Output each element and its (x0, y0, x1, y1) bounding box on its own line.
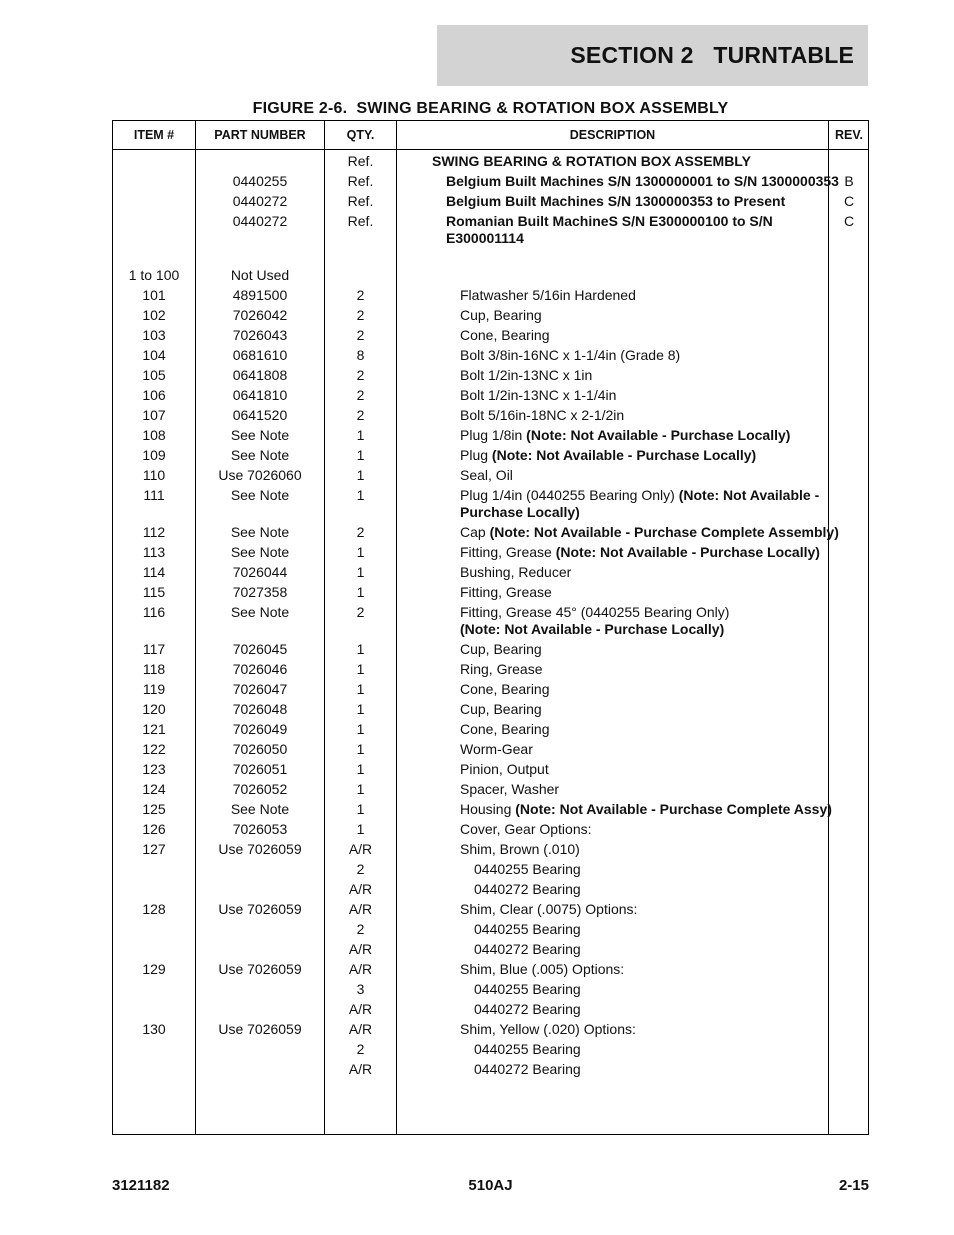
table-row (113, 638, 868, 658)
table-row (113, 678, 868, 698)
description (429, 584, 856, 601)
part-number: 7026045 (232, 641, 288, 657)
item-number: 104 (142, 347, 166, 363)
table-row (113, 484, 868, 521)
quantity: A/R (348, 1061, 373, 1077)
table-row (113, 858, 868, 878)
part-number: 0440272 (232, 193, 288, 209)
part-number: 0440272 (232, 213, 288, 229)
description-text: 0440272 Bearing (474, 1061, 581, 1077)
table-row (113, 698, 868, 718)
part-number: Use 7026060 (218, 467, 302, 483)
description-text: 0440272 Bearing (474, 881, 581, 897)
quantity: 1 (356, 801, 365, 817)
item-number: 110 (142, 467, 166, 483)
description (429, 721, 856, 738)
quantity: 1 (356, 641, 365, 657)
description-note: (Note: Not Available - Purchase Complete Assy) (515, 801, 832, 817)
item-number: 105 (142, 367, 166, 383)
table-row (113, 304, 868, 324)
description-note: (Note: Not Available - Purchase Locally) (460, 487, 820, 520)
description-text: Fitting, Grease (460, 584, 552, 600)
quantity: 2 (356, 861, 365, 877)
description-text: Cone, Bearing (460, 681, 550, 697)
description (429, 193, 842, 210)
description-text: Bolt 3/8in-16NC x 1-1/4in (Grade 8) (460, 347, 681, 363)
part-number: 7026047 (232, 681, 288, 697)
description-text: Worm-Gear (460, 741, 533, 757)
description (429, 347, 856, 364)
column-header-part-number: PART NUMBER (214, 128, 306, 142)
description (429, 761, 856, 778)
revision: C (843, 213, 855, 229)
quantity: 1 (356, 544, 365, 560)
description-text: Bolt 5/16in-18NC x 2-1/2in (460, 407, 625, 423)
description-text: 0440255 Bearing (474, 981, 581, 997)
table-row (113, 798, 868, 818)
table-row (113, 918, 868, 938)
part-number: 7026052 (232, 781, 288, 797)
quantity: 1 (356, 741, 365, 757)
description-text: 0440272 Bearing (474, 1001, 581, 1017)
description (429, 641, 856, 658)
table-row (113, 601, 868, 638)
quantity: A/R (348, 961, 373, 977)
quantity: 1 (356, 584, 365, 600)
table-row (113, 1018, 868, 1038)
part-number: See Note (230, 524, 290, 540)
description (429, 467, 856, 484)
description (429, 981, 870, 998)
table-header (113, 121, 868, 149)
description (429, 447, 856, 464)
quantity: A/R (348, 881, 373, 897)
page-number: 2-15 (838, 1177, 869, 1194)
table-row (113, 561, 868, 581)
description-note: (Note: Not Available - Purchase Locally) (491, 447, 757, 463)
table-row (113, 758, 868, 778)
item-number: 117 (142, 641, 166, 657)
part-number: See Note (230, 427, 290, 443)
table-row (113, 718, 868, 738)
part-number: 7026044 (232, 564, 288, 580)
description-text: Cup, Bearing (460, 641, 542, 657)
description-text: Housing (460, 801, 516, 817)
quantity: 2 (356, 367, 365, 383)
item-number: 121 (142, 721, 166, 737)
part-number: 0641810 (232, 387, 288, 403)
item-number: 111 (143, 487, 165, 503)
part-number: Use 7026059 (218, 841, 302, 857)
part-number: 7026048 (232, 701, 288, 717)
table-row (113, 344, 868, 364)
quantity: Ref. (347, 153, 374, 169)
part-number: 0641808 (232, 367, 288, 383)
description-text: Flatwasher 5/16in Hardened (460, 287, 636, 303)
quantity: 1 (356, 427, 365, 443)
part-number: 7026049 (232, 721, 288, 737)
column-header-qty: QTY. (346, 128, 375, 142)
description (429, 1021, 856, 1038)
quantity: A/R (348, 901, 373, 917)
part-number: 0681610 (232, 347, 288, 363)
description-text: Shim, Blue (.005) Options: (460, 961, 625, 977)
description (429, 544, 856, 561)
item-number: 118 (142, 661, 166, 677)
description-text: Fitting, Grease (460, 544, 556, 560)
part-number: 7026050 (232, 741, 288, 757)
item-number: 112 (142, 524, 166, 540)
description-text: Cone, Bearing (460, 721, 550, 737)
table-row (113, 210, 868, 247)
description-text: Plug 1/4in (0440255 Bearing Only) (460, 487, 679, 503)
item-number: 122 (142, 741, 166, 757)
table-row (113, 324, 868, 344)
description-note: Belgium Built Machines S/N 1300000353 to Present (446, 193, 786, 209)
table-row (113, 1058, 868, 1078)
description-note: (Note: Not Available - Purchase Locally) (526, 427, 791, 443)
quantity: 1 (356, 781, 365, 797)
description (429, 307, 856, 324)
part-number: See Note (230, 604, 290, 620)
item-number: 113 (142, 544, 166, 560)
description-note: Romanian Built MachineS S/N E300000100 to S/N E300001114 (446, 213, 773, 246)
description-note: (Note: Not Available - Purchase Complete Assembly) (489, 524, 839, 540)
item-number: 120 (142, 701, 166, 717)
item-number: 102 (142, 307, 166, 323)
table-row (113, 838, 868, 858)
item-number: 129 (142, 961, 166, 977)
part-number: See Note (230, 447, 290, 463)
quantity: Ref. (347, 213, 374, 229)
table-row (113, 150, 868, 170)
item-number: 124 (142, 781, 166, 797)
table-row (113, 581, 868, 601)
table-row (113, 444, 868, 464)
table-row (113, 998, 868, 1018)
item-number: 128 (142, 901, 166, 917)
table-row (113, 898, 868, 918)
description-text: 0440255 Bearing (474, 921, 581, 937)
item-number: 101 (142, 287, 166, 303)
table-row (113, 938, 868, 958)
quantity: A/R (348, 841, 373, 857)
quantity: 1 (356, 681, 365, 697)
table-row (113, 170, 868, 190)
part-number: See Note (230, 487, 290, 503)
table-row (113, 464, 868, 484)
description-text: Fitting, Grease 45° (0440255 Bearing Only) (460, 604, 730, 620)
quantity: 1 (356, 721, 365, 737)
table-row (113, 364, 868, 384)
description-text: Shim, Clear (.0075) Options: (460, 901, 638, 917)
revision: C (843, 193, 855, 209)
description (429, 367, 856, 384)
quantity: 3 (356, 981, 365, 997)
quantity: 1 (356, 701, 365, 717)
table-row (113, 541, 868, 561)
table-row (113, 384, 868, 404)
quantity: 2 (356, 524, 365, 540)
item-number: 130 (142, 1021, 166, 1037)
part-number: 7026046 (232, 661, 288, 677)
description-text: 0440255 Bearing (474, 1041, 581, 1057)
table-row (113, 424, 868, 444)
section-title: SECTION 2 TURNTABLE (570, 42, 854, 68)
table-row (113, 190, 868, 210)
quantity: 8 (356, 347, 365, 363)
quantity: 1 (356, 564, 365, 580)
description-text: Shim, Brown (.010) (460, 841, 580, 857)
description (429, 961, 856, 978)
table-row (113, 404, 868, 424)
item-number: 115 (142, 584, 166, 600)
description-text: Plug 1/8in (460, 427, 527, 443)
description-text: Cone, Bearing (460, 327, 550, 343)
description-text: Seal, Oil (460, 467, 513, 483)
table-row (113, 284, 868, 304)
column-header-item: ITEM # (133, 128, 175, 142)
item-number: 127 (142, 841, 166, 857)
item-number: 126 (142, 821, 166, 837)
table-row (113, 1038, 868, 1058)
description (429, 213, 842, 247)
column-header-description: DESCRIPTION (569, 128, 656, 142)
description-note: Belgium Built Machines S/N 1300000001 to S/N 1300000353 (446, 173, 839, 189)
part-number: Not Used (230, 267, 290, 283)
item-number: 107 (142, 407, 166, 423)
description (429, 801, 856, 818)
item-number: 106 (142, 387, 166, 403)
quantity: 1 (356, 467, 365, 483)
description-note: (Note: Not Available - Purchase Locally) (555, 544, 820, 560)
description (429, 921, 870, 938)
parts-table (112, 120, 869, 1135)
description (429, 841, 856, 858)
description (429, 407, 856, 424)
quantity: 2 (356, 307, 365, 323)
description (429, 564, 856, 581)
part-number: 0641520 (232, 407, 288, 423)
item-number: 119 (142, 681, 166, 697)
column-header-rev: REV. (834, 128, 864, 142)
part-number: Use 7026059 (218, 1021, 302, 1037)
item-number: 103 (142, 327, 166, 343)
table-row (113, 521, 868, 541)
description-text: Cup, Bearing (460, 307, 542, 323)
quantity: 1 (356, 447, 365, 463)
description (429, 1061, 870, 1078)
quantity: 2 (356, 1041, 365, 1057)
description (429, 701, 856, 718)
quantity: 1 (356, 661, 365, 677)
description-text: Spacer, Washer (460, 781, 560, 797)
manual-number: 3121182 (112, 1177, 170, 1194)
description (429, 427, 856, 444)
description (429, 821, 856, 838)
item-number: 109 (142, 447, 166, 463)
table-row (113, 878, 868, 898)
item-number: 116 (142, 604, 166, 620)
quantity: A/R (348, 1001, 373, 1017)
revision: B (844, 173, 854, 189)
quantity: 2 (356, 407, 365, 423)
description-text: Cup, Bearing (460, 701, 542, 717)
quantity: Ref. (347, 173, 374, 189)
item-number: 114 (142, 564, 166, 580)
description (429, 901, 856, 918)
description (429, 604, 856, 638)
table-row (113, 778, 868, 798)
table-row (113, 738, 868, 758)
part-number: Use 7026059 (218, 961, 302, 977)
item-number: 123 (142, 761, 166, 777)
section-header (437, 25, 868, 86)
quantity: 1 (356, 821, 365, 837)
description-text: 0440272 Bearing (474, 941, 581, 957)
description-text: Pinion, Output (460, 761, 549, 777)
model-number: 510AJ (468, 1177, 513, 1194)
part-number: 7026042 (232, 307, 288, 323)
quantity: 2 (356, 604, 365, 620)
description (429, 327, 856, 344)
description-text: Shim, Yellow (.020) Options: (460, 1021, 636, 1037)
description-text: Cap (460, 524, 490, 540)
description (429, 861, 870, 878)
part-number: See Note (230, 801, 290, 817)
quantity: A/R (348, 1021, 373, 1037)
table-row (113, 818, 868, 838)
description-text: Ring, Grease (460, 661, 543, 677)
part-number: 7026053 (232, 821, 288, 837)
table-body (113, 150, 868, 1078)
description-text: Bushing, Reducer (460, 564, 572, 580)
description (429, 781, 856, 798)
part-number: 0440255 (232, 173, 288, 189)
table-row (113, 978, 868, 998)
quantity: 2 (356, 387, 365, 403)
description (429, 741, 856, 758)
item-number: 1 to 100 (128, 267, 180, 283)
item-number: 125 (142, 801, 166, 817)
description (429, 487, 856, 521)
part-number: 7026051 (232, 761, 288, 777)
item-number: 108 (142, 427, 166, 443)
part-number: See Note (230, 544, 290, 560)
quantity: 2 (356, 327, 365, 343)
description (429, 941, 870, 958)
quantity: 2 (356, 287, 365, 303)
table-row (113, 958, 868, 978)
part-number: 4891500 (232, 287, 288, 303)
description-text: 0440255 Bearing (474, 861, 581, 877)
description-text: Bolt 1/2in-13NC x 1-1/4in (460, 387, 617, 403)
table-row (113, 658, 868, 678)
description (429, 524, 856, 541)
description (429, 287, 856, 304)
description (429, 881, 870, 898)
description (429, 153, 828, 170)
description (429, 1001, 870, 1018)
quantity: 2 (356, 921, 365, 937)
part-number: 7026043 (232, 327, 288, 343)
description (429, 387, 856, 404)
table-row (113, 264, 868, 284)
description (429, 1041, 870, 1058)
part-number: 7027358 (232, 584, 288, 600)
quantity: Ref. (347, 193, 374, 209)
part-number: Use 7026059 (218, 901, 302, 917)
description-text: Cover, Gear Options: (460, 821, 592, 837)
quantity: A/R (348, 941, 373, 957)
description-note: (Note: Not Available - Purchase Locally) (460, 621, 725, 637)
description (429, 267, 856, 284)
quantity: 1 (356, 761, 365, 777)
quantity: 1 (356, 487, 365, 503)
description (429, 173, 842, 190)
description (429, 681, 856, 698)
description (429, 661, 856, 678)
page-footer (112, 1177, 869, 1197)
description-text: Plug (460, 447, 492, 463)
description-note: SWING BEARING & ROTATION BOX ASSEMBLY (432, 153, 751, 169)
description-text: Bolt 1/2in-13NC x 1in (460, 367, 593, 383)
figure-title: FIGURE 2-6. SWING BEARING & ROTATION BOX ASSEMBLY (252, 100, 729, 117)
